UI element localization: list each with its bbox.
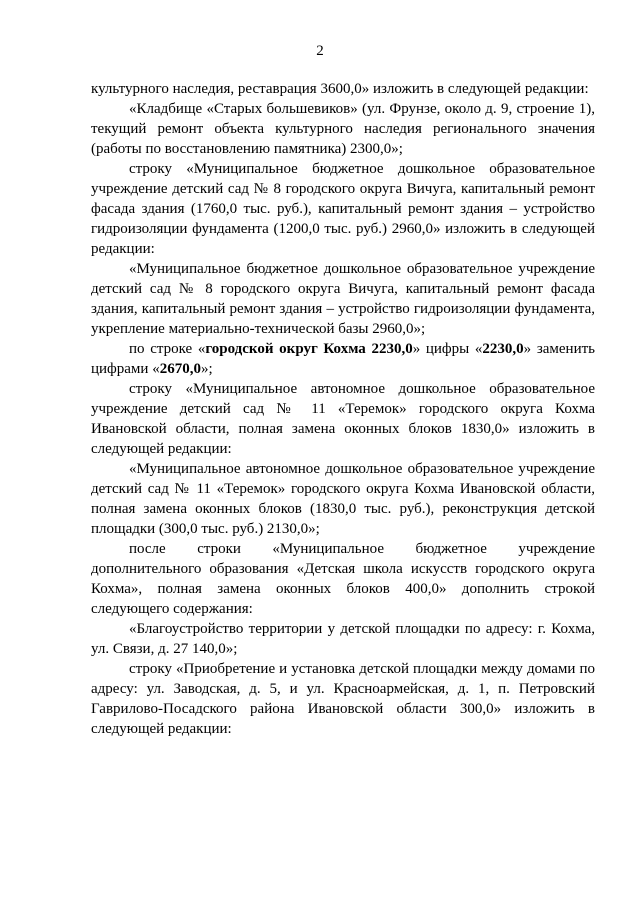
text-run: «Муниципальное бюджетное дошкольное образовательное учреждение детский сад № 8 городского округа Вичуга, капитальный ремонт фасада здания, капитальный ремонт здания – устройство гидроизоляции фундамента, укрепление материально-технической базы 2960,0»; <box>91 261 595 337</box>
paragraph-1 <box>91 79 595 99</box>
text-run: «Кладбище «Старых большевиков» (ул. Фрунзе, около д. 9, строение 1), текущий ремонт объекта культурного наследия регионального значения (работы по восстановлению памятника) 2300,0»; <box>91 101 595 157</box>
text-run: «Благоустройство территории у детской площадки по адресу: г. Кохма, ул. Связи, д. 27 140,0»; <box>91 621 595 657</box>
paragraph-3 <box>91 159 595 259</box>
paragraph-9 <box>91 619 595 659</box>
text-run: »; <box>200 361 213 377</box>
text-run: «Муниципальное автономное дошкольное образовательное учреждение детский сад № 11 «Теремок» городского округа Кохма Ивановской области, полная замена оконных блоков (1830,0 тыс. руб.), реконструкция детской площадки (300,0 тыс. руб.) 2130,0»; <box>91 461 595 537</box>
paragraph-4 <box>91 259 595 339</box>
text-run: строку «Муниципальное автономное дошкольное образовательное учреждение детский сад № 11 «Теремок» городского округа Кохма Ивановской области, полная замена оконных блоков 1830,0» изложить в следующей редакции: <box>91 381 595 457</box>
text-run: » цифры « <box>412 341 483 357</box>
text-run: строку «Муниципальное бюджетное дошкольное образовательное учреждение детский сад № 8 городского округа Вичуга, капитальный ремонт фасада здания (1760,0 тыс. руб.), капитальный ремонт здания – устройство гидроизоляции фундамента (1200,0 тыс. руб.) 2960,0» изложить в следующей редакции: <box>91 161 595 257</box>
document-body <box>91 79 595 739</box>
paragraph-5 <box>91 339 595 379</box>
paragraph-7 <box>91 459 595 539</box>
page-number: 2 <box>316 43 324 59</box>
paragraph-2 <box>91 99 595 159</box>
text-run: строку «Приобретение и установка детской площадки между домами по адресу: ул. Заводская, д. 5, и ул. Красноармейская, д. 1, п. Петровский Гаврилово-Посадского района Ивановской области 300,0» изложить в следующей редакции: <box>91 661 595 737</box>
paragraph-6 <box>91 379 595 459</box>
paragraph-10 <box>91 659 595 739</box>
bold-text-run: городской округ Кохма 2230,0 <box>205 341 413 357</box>
text-run: по строке « <box>129 341 206 357</box>
bold-text-run: 2670,0 <box>159 361 201 377</box>
bold-text-run: 2230,0 <box>482 341 524 357</box>
text-run: культурного наследия, реставрация 3600,0» изложить в следующей редакции: <box>91 81 589 97</box>
paragraph-8 <box>91 539 595 619</box>
text-run: после строки «Муниципальное бюджетное учреждение дополнительного образования «Детская школа искусств городского округа Кохма», полная замена оконных блоков 400,0» дополнить строкой следующего содержания: <box>91 541 595 617</box>
text-run: » заменить цифрами « <box>91 341 596 377</box>
